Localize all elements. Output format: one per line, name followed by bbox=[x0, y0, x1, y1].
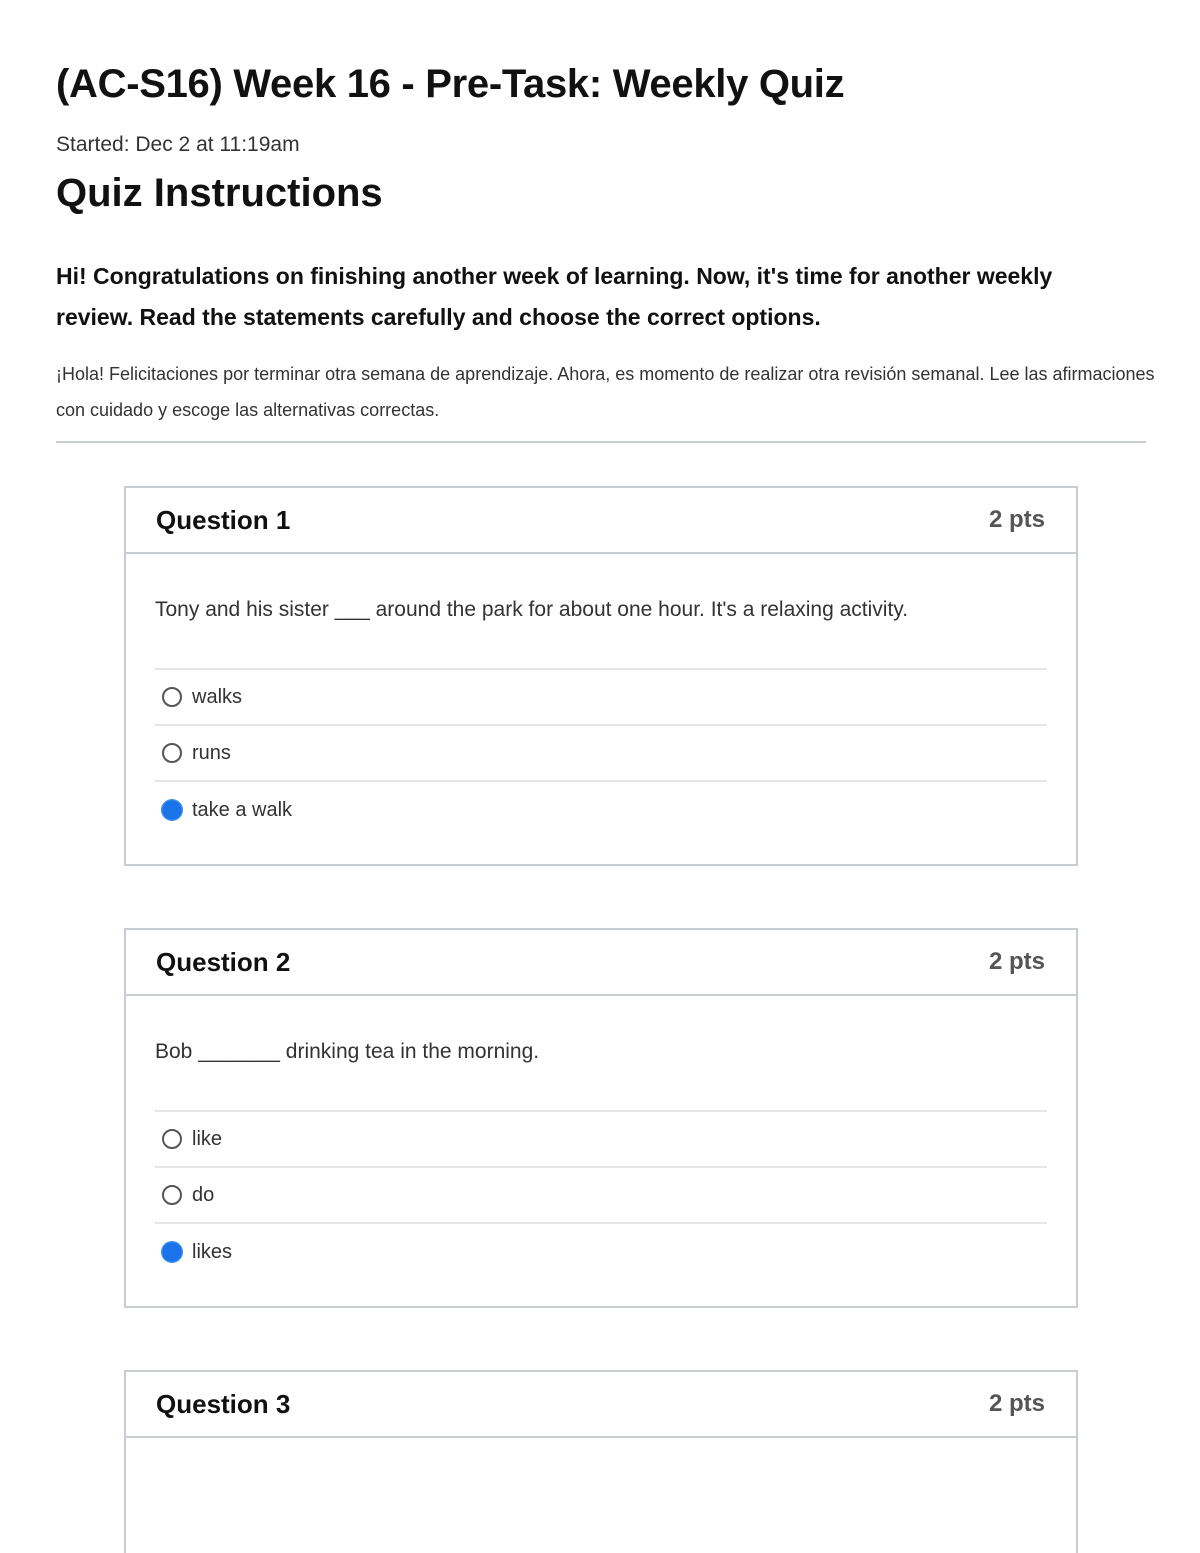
question-1-card bbox=[124, 486, 1078, 866]
answer-label: take a walk bbox=[192, 798, 293, 821]
answer-option[interactable] bbox=[155, 1112, 1047, 1168]
question-title: Question 2 bbox=[156, 946, 291, 977]
question-points: 2 pts bbox=[988, 506, 1045, 533]
question-header bbox=[126, 930, 1076, 996]
radio-unselected-icon[interactable] bbox=[162, 687, 182, 707]
started-timestamp: Started: Dec 2 at 11:19am bbox=[56, 133, 300, 156]
question-3-card bbox=[124, 1370, 1078, 1553]
answer-list bbox=[155, 1110, 1047, 1280]
instructions-heading: Quiz Instructions bbox=[56, 171, 383, 215]
answer-option[interactable] bbox=[155, 1224, 1047, 1280]
question-2-card bbox=[124, 928, 1078, 1308]
radio-selected-icon[interactable] bbox=[162, 1242, 182, 1262]
answer-list bbox=[155, 668, 1047, 838]
answer-label: runs bbox=[192, 741, 231, 764]
page-title: (AC-S16) Week 16 - Pre-Task: Weekly Quiz bbox=[56, 62, 845, 106]
question-text: Bob _______ drinking tea in the morning. bbox=[155, 1040, 540, 1063]
question-title: Question 1 bbox=[156, 504, 291, 535]
question-points: 2 pts bbox=[988, 1390, 1045, 1417]
instructions-spanish: ¡Hola! Felicitaciones por terminar otra semana de aprendizaje. Ahora, es momento de realizar otra revisión semanal. Lee las afirmaciones con cuidado y escoge las alternativas correctas. bbox=[56, 364, 1155, 420]
question-header bbox=[126, 1372, 1076, 1438]
instructions-divider bbox=[56, 441, 1146, 443]
answer-label: likes bbox=[192, 1240, 233, 1263]
radio-selected-icon[interactable] bbox=[162, 800, 182, 820]
radio-unselected-icon[interactable] bbox=[162, 1129, 182, 1149]
answer-option[interactable] bbox=[155, 726, 1047, 782]
radio-unselected-icon[interactable] bbox=[162, 743, 182, 763]
question-body bbox=[126, 996, 1076, 1280]
answer-label: walks bbox=[192, 685, 243, 708]
radio-unselected-icon[interactable] bbox=[162, 1185, 182, 1205]
question-body bbox=[126, 554, 1076, 838]
question-text: Tony and his sister ___ around the park for about one hour. It's a relaxing activity. bbox=[155, 598, 909, 621]
answer-label: like bbox=[192, 1127, 223, 1150]
instructions-english: Hi! Congratulations on finishing another week of learning. Now, it's time for another weekly review. Read the statements carefully and choose the correct options. bbox=[56, 263, 1053, 330]
answer-option[interactable] bbox=[155, 1168, 1047, 1224]
answer-option[interactable] bbox=[155, 670, 1047, 726]
question-title: Question 3 bbox=[156, 1388, 291, 1419]
question-header bbox=[126, 488, 1076, 554]
question-points: 2 pts bbox=[988, 948, 1045, 975]
answer-label: do bbox=[192, 1183, 215, 1206]
answer-option[interactable] bbox=[155, 782, 1047, 838]
